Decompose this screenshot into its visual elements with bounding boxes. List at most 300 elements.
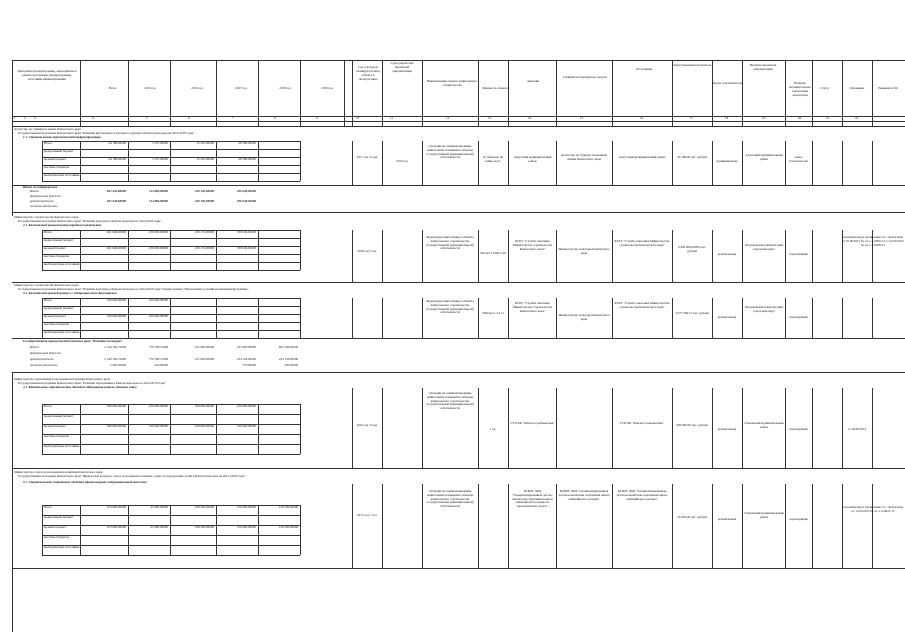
finance-source-label: федеральный бюджет — [44, 516, 74, 519]
power-value: 1 ед. — [489, 428, 497, 431]
header-devterm: Срок разработки проектной документации — [390, 62, 414, 73]
finance-value: 250 000,00000 — [148, 231, 168, 234]
finance-value: 25 000,00000 — [150, 506, 168, 509]
grid-line — [12, 282, 905, 283]
finance-source-label: федеральный бюджет — [44, 150, 74, 153]
total-value: 779 766,72600 — [148, 346, 168, 349]
grid-line — [742, 230, 743, 282]
grid-line — [422, 484, 423, 568]
total-value: 114 869,90000 — [149, 200, 168, 203]
column-number: 5 — [146, 117, 148, 120]
grid-line — [258, 505, 259, 555]
grid-line — [128, 505, 129, 555]
column-number: 21 — [826, 117, 830, 120]
grid-line — [812, 60, 813, 126]
column-number: 18 — [725, 117, 729, 120]
grid-line — [508, 60, 509, 126]
grid-line — [812, 230, 813, 282]
grid-line — [382, 60, 383, 126]
column-number: 3 — [34, 117, 36, 120]
pd-value: Петропавловск-Камчатский городской округ — [745, 306, 783, 313]
grid-line — [872, 60, 873, 126]
year-value: 2016 год 3 года — [356, 424, 378, 427]
basis-value: от 18.08.2014 — [847, 428, 867, 431]
form-value: региональная — [717, 518, 737, 521]
grid-line — [170, 298, 171, 338]
pd-value: Елизовский муниципальный район — [744, 422, 784, 429]
devterm-value: 2015 год — [396, 160, 408, 163]
status-value: переходящий — [789, 428, 808, 431]
finance-source-label: федеральный бюджет — [44, 415, 74, 418]
finance-value: 160 000,00000 — [106, 315, 126, 318]
grid-line — [508, 141, 509, 185]
grid-line — [612, 388, 613, 468]
header-program: Программа (подпрограмма), мероприятие в рамках программы (подпрограммы), источники финансирования — [17, 70, 77, 81]
grid-line — [216, 60, 217, 126]
total-value: 259 046,62000 — [236, 200, 256, 203]
status-value: новое строительство — [788, 156, 809, 163]
grid-line — [42, 404, 43, 454]
grid-line — [42, 141, 43, 181]
power-value: 2300 мест 4,5 га — [482, 312, 504, 315]
grid-line — [672, 60, 673, 126]
basis-value: положительное заключение гос. экспертизы от 15.03.2015 № 41-1-4-0023-15 — [843, 506, 903, 513]
finance-source-label: Итого — [44, 506, 53, 509]
grid-line — [344, 60, 345, 126]
grid-line — [300, 505, 301, 555]
grid-line — [12, 60, 13, 126]
finance-value: 120 500,00000 — [278, 526, 298, 529]
grid-line — [612, 298, 613, 338]
finance-value: 100 000,00000 — [236, 405, 256, 408]
grid-line — [300, 141, 301, 181]
header-pd-req: Реквизиты ПД — [878, 87, 898, 90]
grid-line — [128, 230, 129, 270]
header-expert: Наличие положительного заключения экспертизы — [788, 82, 812, 97]
grid-line — [12, 212, 905, 213]
resp-value: 44 188,00 тыс. рублей — [677, 156, 707, 159]
object-value: субсидии на софинансирование капитальных вложений в объекты государственной (муниципальной) собственности — [426, 145, 474, 160]
status-value: переходящий — [789, 253, 808, 256]
total-label: федеральный бюджет — [30, 352, 61, 355]
finance-value: 44 188,00000 — [108, 142, 126, 145]
subsection-2-1: 2.1. Камчатский краевой центр народного творчества — [23, 224, 102, 227]
grid-line — [712, 60, 713, 126]
column-number: 7 — [232, 117, 234, 120]
grid-line — [422, 141, 423, 185]
finance-value: 160 000,00000 — [106, 299, 126, 302]
grid-line — [42, 454, 300, 455]
grid-line — [382, 298, 383, 338]
column-number: 4 — [92, 117, 94, 120]
column-number: 2 — [24, 117, 26, 120]
section-ministry-5: Министерство спорта и молодежной политики Камчатского края — [14, 471, 103, 474]
total-label: федеральный бюджет — [30, 195, 61, 198]
grid-line — [812, 484, 813, 568]
total-label: местные бюджеты — [30, 364, 58, 367]
header-power: Мощность объекта — [482, 87, 508, 90]
section-program-5: Государственная программа Камчатского края "Физическая культура, спорт, молодежная политика, отдых и оздоровление детей в Камчатском крае на 2014-2018 годы" — [18, 475, 246, 478]
finance-value: 44 188,00000 — [108, 158, 126, 161]
section-ministry-2: Министерство строительства Камчатского края — [14, 216, 79, 219]
finance-value: 100 000,00000 — [194, 405, 214, 408]
total-value: 300,00000 — [284, 364, 298, 367]
grid-line — [42, 555, 300, 556]
grid-line — [300, 230, 301, 270]
subsection-5-1: 5.1. Строительство спортивных объектов (физкультурно-оздоровительный комплекс) — [23, 481, 147, 484]
grid-line — [382, 230, 383, 282]
finance-value: 160 000,00000 — [148, 299, 168, 302]
section-program-3: Государственная программа Камчатского края "Развитие культуры в Камчатском крае на 2014-2018 годы" Подпрограмма "Обеспечение условий реализации Программы" — [18, 288, 249, 291]
grid-line — [12, 338, 905, 339]
grid-line — [12, 372, 905, 373]
grid-line — [258, 404, 259, 454]
builder-value: ГУП КК "Камчатстройзаказчик" — [619, 422, 665, 425]
grid-line — [422, 388, 423, 468]
total-value: 779 766,72600 — [148, 358, 168, 361]
column-number: 13 — [488, 117, 492, 120]
total-value: 2 540 784,72600 — [104, 346, 126, 349]
resp-value: 600 000,00 тыс. рублей — [676, 424, 708, 427]
grid-line — [216, 298, 217, 338]
section-ministry-4: Министерство образования и молодежной политики Камчатского края — [14, 378, 110, 381]
finance-source-label: краевой бюджет — [44, 247, 66, 250]
section-program-4: Государственная программа Камчатского края "Развитие образования в Камчатском крае на 2014-2018 годы" — [18, 382, 166, 385]
column-number: 14 — [528, 117, 532, 120]
header-year: Год, в котором планируется ввод объекта в эксплуатацию — [356, 66, 380, 81]
grid-line — [478, 484, 479, 568]
header-customer: Заказчик — [527, 80, 539, 83]
grid-line — [216, 141, 217, 181]
grid-line — [12, 126, 13, 216]
finance-value: 100 000,00000 — [236, 425, 256, 428]
grid-line — [842, 298, 843, 338]
grid-line — [812, 141, 813, 185]
finance-source-label: федеральный бюджет — [44, 239, 74, 242]
grid-line — [812, 388, 813, 468]
total-label: краевой бюджет — [30, 200, 54, 203]
year-value: 2018 год 3 лет — [357, 250, 377, 253]
grid-line — [872, 298, 873, 338]
header-gr: Главный распорядитель средств — [563, 76, 607, 79]
finance-value: 12 501,00000 — [196, 142, 214, 145]
total-value: 621 949,60000 — [106, 190, 126, 193]
column-number: 16 — [640, 117, 644, 120]
section-total-3: Государственная программа Камчатского края "Развитие культуры" — [23, 340, 123, 343]
grid-line — [12, 185, 905, 186]
grid-line — [42, 270, 300, 271]
customer-value: КГБОУ ДОД "Специализированная детско-юношеская спортивная школа олимпийского резерва по горнолыжному спорту" — [512, 490, 553, 509]
column-number: 6 — [188, 117, 190, 120]
grid-line — [42, 505, 43, 555]
grid-line — [382, 484, 383, 568]
grid-line — [80, 404, 81, 454]
total-value: 259 046,62000 — [236, 190, 256, 193]
basis-value: положительное заключение гос. экспертизы от 25.09.2015 № 41-1-4-0669-15 от 25.09.2015 № 41-1-6-0038-15 — [842, 236, 904, 247]
finance-value: 160 000,00000 — [148, 315, 168, 318]
grid-line — [258, 230, 259, 270]
gr-value: Агентство по туризму и внешним связям Камчатского края — [561, 154, 607, 161]
finance-value: 359 046,62000 — [236, 247, 256, 250]
customer-value: Алеутский муниципальный район — [513, 156, 552, 163]
grid-line — [170, 230, 171, 270]
header-2016: 2016 год — [191, 87, 203, 90]
grid-line — [785, 484, 786, 568]
customer-value: ГУП КК "Камчатстройзаказчик" — [510, 422, 555, 425]
power-value: 25 номеров, 40 койко-мест — [482, 156, 504, 163]
grid-line — [742, 484, 743, 568]
grid-line — [216, 505, 217, 555]
column-number: 22 — [855, 117, 859, 120]
grid-line — [12, 372, 13, 632]
total-label: краевой бюджет — [30, 358, 54, 361]
grid-line — [872, 141, 873, 185]
header-2015: 2015 год — [144, 87, 156, 90]
grid-line — [742, 60, 743, 126]
form-value: региональная — [717, 316, 737, 319]
grid-line — [742, 141, 743, 185]
finance-value: 168 500,00000 — [194, 526, 214, 529]
grid-line — [422, 60, 423, 126]
grid-line — [258, 60, 259, 126]
grid-line — [556, 141, 557, 185]
grid-line — [128, 60, 129, 126]
finance-source-label: внебюджетные источники — [44, 445, 80, 448]
finance-source-label: внебюджетные источники — [44, 331, 80, 334]
grid-line — [12, 468, 905, 469]
customer-value: КГКУ "Служба заказчика Министерства строительства Камчатского края" — [512, 302, 553, 313]
finance-value: 300 000,00000 — [106, 405, 126, 408]
object-value: Бюджетные инвестиции в объекты капитального строительства государственной (муниципальной) собственности — [426, 300, 474, 315]
year-value: 2017 год 3 года — [356, 156, 378, 159]
grid-line — [508, 484, 509, 568]
total-value: 852 409,00000 — [278, 346, 298, 349]
grid-line — [80, 505, 81, 555]
finance-source-label: краевой бюджет — [44, 158, 66, 161]
grid-line — [556, 60, 557, 126]
grid-line — [556, 230, 557, 282]
finance-value: 28 580,00000 — [238, 158, 256, 161]
grid-line — [80, 141, 81, 181]
header-total: Всего — [109, 87, 117, 90]
section-program-1: Государственная программа Камчатского края "Развитие внутреннего и въездного туризма в Камчатском крае на 2014-2018 годы" — [18, 132, 195, 135]
total-value: 434 156,00000 — [278, 358, 298, 361]
column-number: 8 — [274, 117, 276, 120]
finance-value: 100 000,00000 — [148, 405, 168, 408]
resp-value: 34 650,00 тыс. рублей — [677, 516, 707, 519]
total-value: 451 609,00000 — [194, 358, 214, 361]
section-agency: Агентство по тарифам и ценам Камчатского края — [14, 128, 81, 131]
pd-value: Алеутский муниципальный район — [745, 154, 783, 161]
column-number: 11 — [390, 117, 394, 120]
grid-line — [258, 298, 259, 338]
finance-source-label: внебюджетные источники — [44, 546, 80, 549]
grid-line — [422, 298, 423, 338]
finance-source-label: федеральный бюджет — [44, 307, 74, 310]
grid-line — [300, 60, 301, 126]
header-2019: 2019 год — [321, 87, 333, 90]
form-value: региональная — [717, 253, 737, 256]
grid-line — [612, 484, 613, 568]
grid-line — [478, 60, 479, 126]
grid-line — [842, 141, 843, 185]
year-value: 2015 год, 7 лет — [357, 514, 377, 517]
grid-line — [80, 230, 81, 270]
grid-line — [170, 505, 171, 555]
header-form: Форма собственности — [712, 82, 742, 85]
grid-line — [42, 298, 43, 338]
column-number: 12 — [446, 117, 450, 120]
total-value: 220 105,00000 — [194, 190, 214, 193]
resp-value: 6 429 008,00000 тыс. рублей — [677, 246, 707, 253]
pd-value: Петропавловск-Камчатский городской округ — [745, 244, 783, 251]
power-value: 250 мест 4506,5 м2 — [480, 252, 506, 255]
grid-line — [556, 388, 557, 468]
grid-line — [612, 60, 613, 126]
grid-line — [352, 484, 353, 568]
finance-value: 12 501,00000 — [196, 158, 214, 161]
column-number: 9 — [316, 117, 318, 120]
grid-line — [42, 230, 43, 270]
finance-source-label: местные бюджеты — [44, 323, 69, 326]
total-value: 220 105,00000 — [194, 200, 214, 203]
grid-line — [742, 298, 743, 338]
grid-line — [556, 298, 557, 338]
grid-line — [216, 230, 217, 270]
grid-line — [80, 298, 81, 338]
finance-source-label: внебюджетные источники — [44, 174, 80, 177]
form-value: муниципальная — [716, 160, 738, 163]
gr-value: Министерство культуры Камчатского края — [558, 314, 610, 321]
subsection-4-1: 4.1. Капитальное строительство объектов образования (школы, детские сады) — [23, 386, 137, 389]
finance-value: 3 107,00000 — [152, 142, 168, 145]
finance-source-label: местные бюджеты — [44, 166, 69, 169]
grid-line — [128, 404, 129, 454]
finance-source-label: местные бюджеты — [44, 536, 69, 539]
grid-line — [872, 388, 873, 468]
finance-value: 621 949,60000 — [106, 247, 126, 250]
pd-value: Елизовский муниципальный район — [744, 512, 784, 519]
builder-value: Алеутский муниципальный район — [618, 156, 666, 159]
finance-value: 28 580,00000 — [238, 142, 256, 145]
finance-source-label: Итого — [44, 405, 53, 408]
header-resp: Ответственный исполнитель — [672, 64, 712, 67]
finance-value: 300 000,00000 — [106, 425, 126, 428]
header-2018: 2018 год — [279, 87, 291, 90]
grid-line — [382, 388, 383, 468]
column-number: 20 — [798, 117, 802, 120]
grid-line — [612, 141, 613, 185]
builder-value: КГБОУ ДОД "Специализированная детско-юношеская спортивная школа олимпийского резерва" — [616, 490, 668, 501]
subsection-3-1: 3.1. Камчатский краевой центр в г. Петропавловске-Камчатском — [23, 292, 117, 295]
header-status: Статус — [820, 87, 830, 90]
total-label: Итого — [30, 346, 40, 349]
total-value: 770,00000 — [242, 364, 256, 367]
total-label: местные бюджеты — [30, 205, 58, 208]
grid-line — [842, 60, 843, 126]
header-object: Наименование объекта капитального строительства — [426, 80, 478, 87]
grid-line — [12, 126, 905, 127]
header-pd: Наличие проектной документации — [749, 64, 777, 71]
grid-line — [258, 141, 259, 181]
grid-line — [712, 484, 713, 568]
builder-value: КГКУ "Служба заказчика Министерства строительства Камчатского края" — [614, 240, 670, 247]
grid-line — [508, 298, 509, 338]
finance-value: 220 133,00000 — [194, 247, 214, 250]
grid-line — [612, 230, 613, 282]
total-value: 434 156,00000 — [236, 358, 256, 361]
finance-value: 621 949,60000 — [106, 231, 126, 234]
header-builder: Застройщик — [635, 68, 653, 71]
grid-line — [508, 388, 509, 468]
total-value: 451 609,00000 — [194, 346, 214, 349]
total-value: 457 000,00000 — [236, 346, 256, 349]
grid-line — [12, 121, 905, 122]
form-value: региональная — [717, 428, 737, 431]
column-number: 19 — [762, 117, 766, 120]
finance-source-label: местные бюджеты — [44, 255, 69, 258]
grid-line — [672, 484, 673, 568]
object-value: Бюджетные инвестиции в объекты капитального строительства государственной (муниципальной) собственности — [426, 236, 474, 251]
finance-value: 220 133,00000 — [194, 231, 214, 234]
total-label: Итого — [30, 190, 40, 193]
column-number: 15 — [580, 117, 584, 120]
finance-source-label: Итого — [44, 299, 53, 302]
finance-source-label: внебюджетные источники — [44, 263, 80, 266]
header-basis: Основание — [849, 87, 865, 90]
grid-line — [128, 298, 129, 338]
grid-line — [300, 298, 301, 338]
grid-line — [352, 298, 353, 338]
grid-line — [170, 404, 171, 454]
finance-source-label: местные бюджеты — [44, 435, 69, 438]
finance-value: 473 000,00000 — [106, 526, 126, 529]
grid-line — [300, 404, 301, 454]
finance-source-label: Итого — [44, 142, 53, 145]
grid-line — [12, 60, 905, 61]
total-value: 2 000,00000 — [110, 364, 126, 367]
object-value: субсидии на софинансирование капитальных вложений в объекты капитального строительства государственной (муниципальной) собственности — [426, 392, 474, 411]
grid-line — [785, 60, 786, 126]
grid-line — [812, 298, 813, 338]
grid-line — [170, 141, 171, 181]
column-number: 10 — [356, 117, 360, 120]
finance-value: 473 000,00000 — [106, 506, 126, 509]
grid-line — [742, 388, 743, 468]
finance-value: 156 000,00000 — [236, 506, 256, 509]
gr-value: КГБОУ ДОД "Специализированная детско-юношеская спортивная школа олимпийского резерва" — [558, 490, 610, 501]
grid-line — [80, 60, 81, 126]
grid-line — [170, 60, 171, 126]
finance-value: 168 500,00000 — [194, 506, 214, 509]
finance-value: 100 000,00000 — [148, 425, 168, 428]
grid-line — [216, 404, 217, 454]
status-value: переходящий — [789, 518, 808, 521]
section-program-2: Государственная программа Камчатского края "Развитие культуры в Камчатском крае на 2014-2018 годы" — [18, 220, 162, 223]
gr-value: Министерство культуры Камчатского края — [558, 248, 610, 255]
section-total-1: Итого по подпрограмме — [23, 186, 58, 189]
finance-source-label: Итого — [44, 231, 53, 234]
section-ministry-3: Министерство строительства Камчатского края — [14, 284, 79, 287]
total-value: 114 869,90000 — [149, 190, 168, 193]
resp-value: 3 075 369,13 тыс. рублей — [675, 312, 709, 315]
grid-line — [508, 230, 509, 282]
total-value: 621 949,60000 — [106, 200, 126, 203]
builder-value: КГКУ "Служба заказчика Министерства строительства Камчатского края" — [614, 302, 670, 309]
grid-line — [42, 181, 300, 182]
finance-source-label: краевой бюджет — [44, 315, 66, 318]
finance-value: 25 000,00000 — [150, 526, 168, 529]
